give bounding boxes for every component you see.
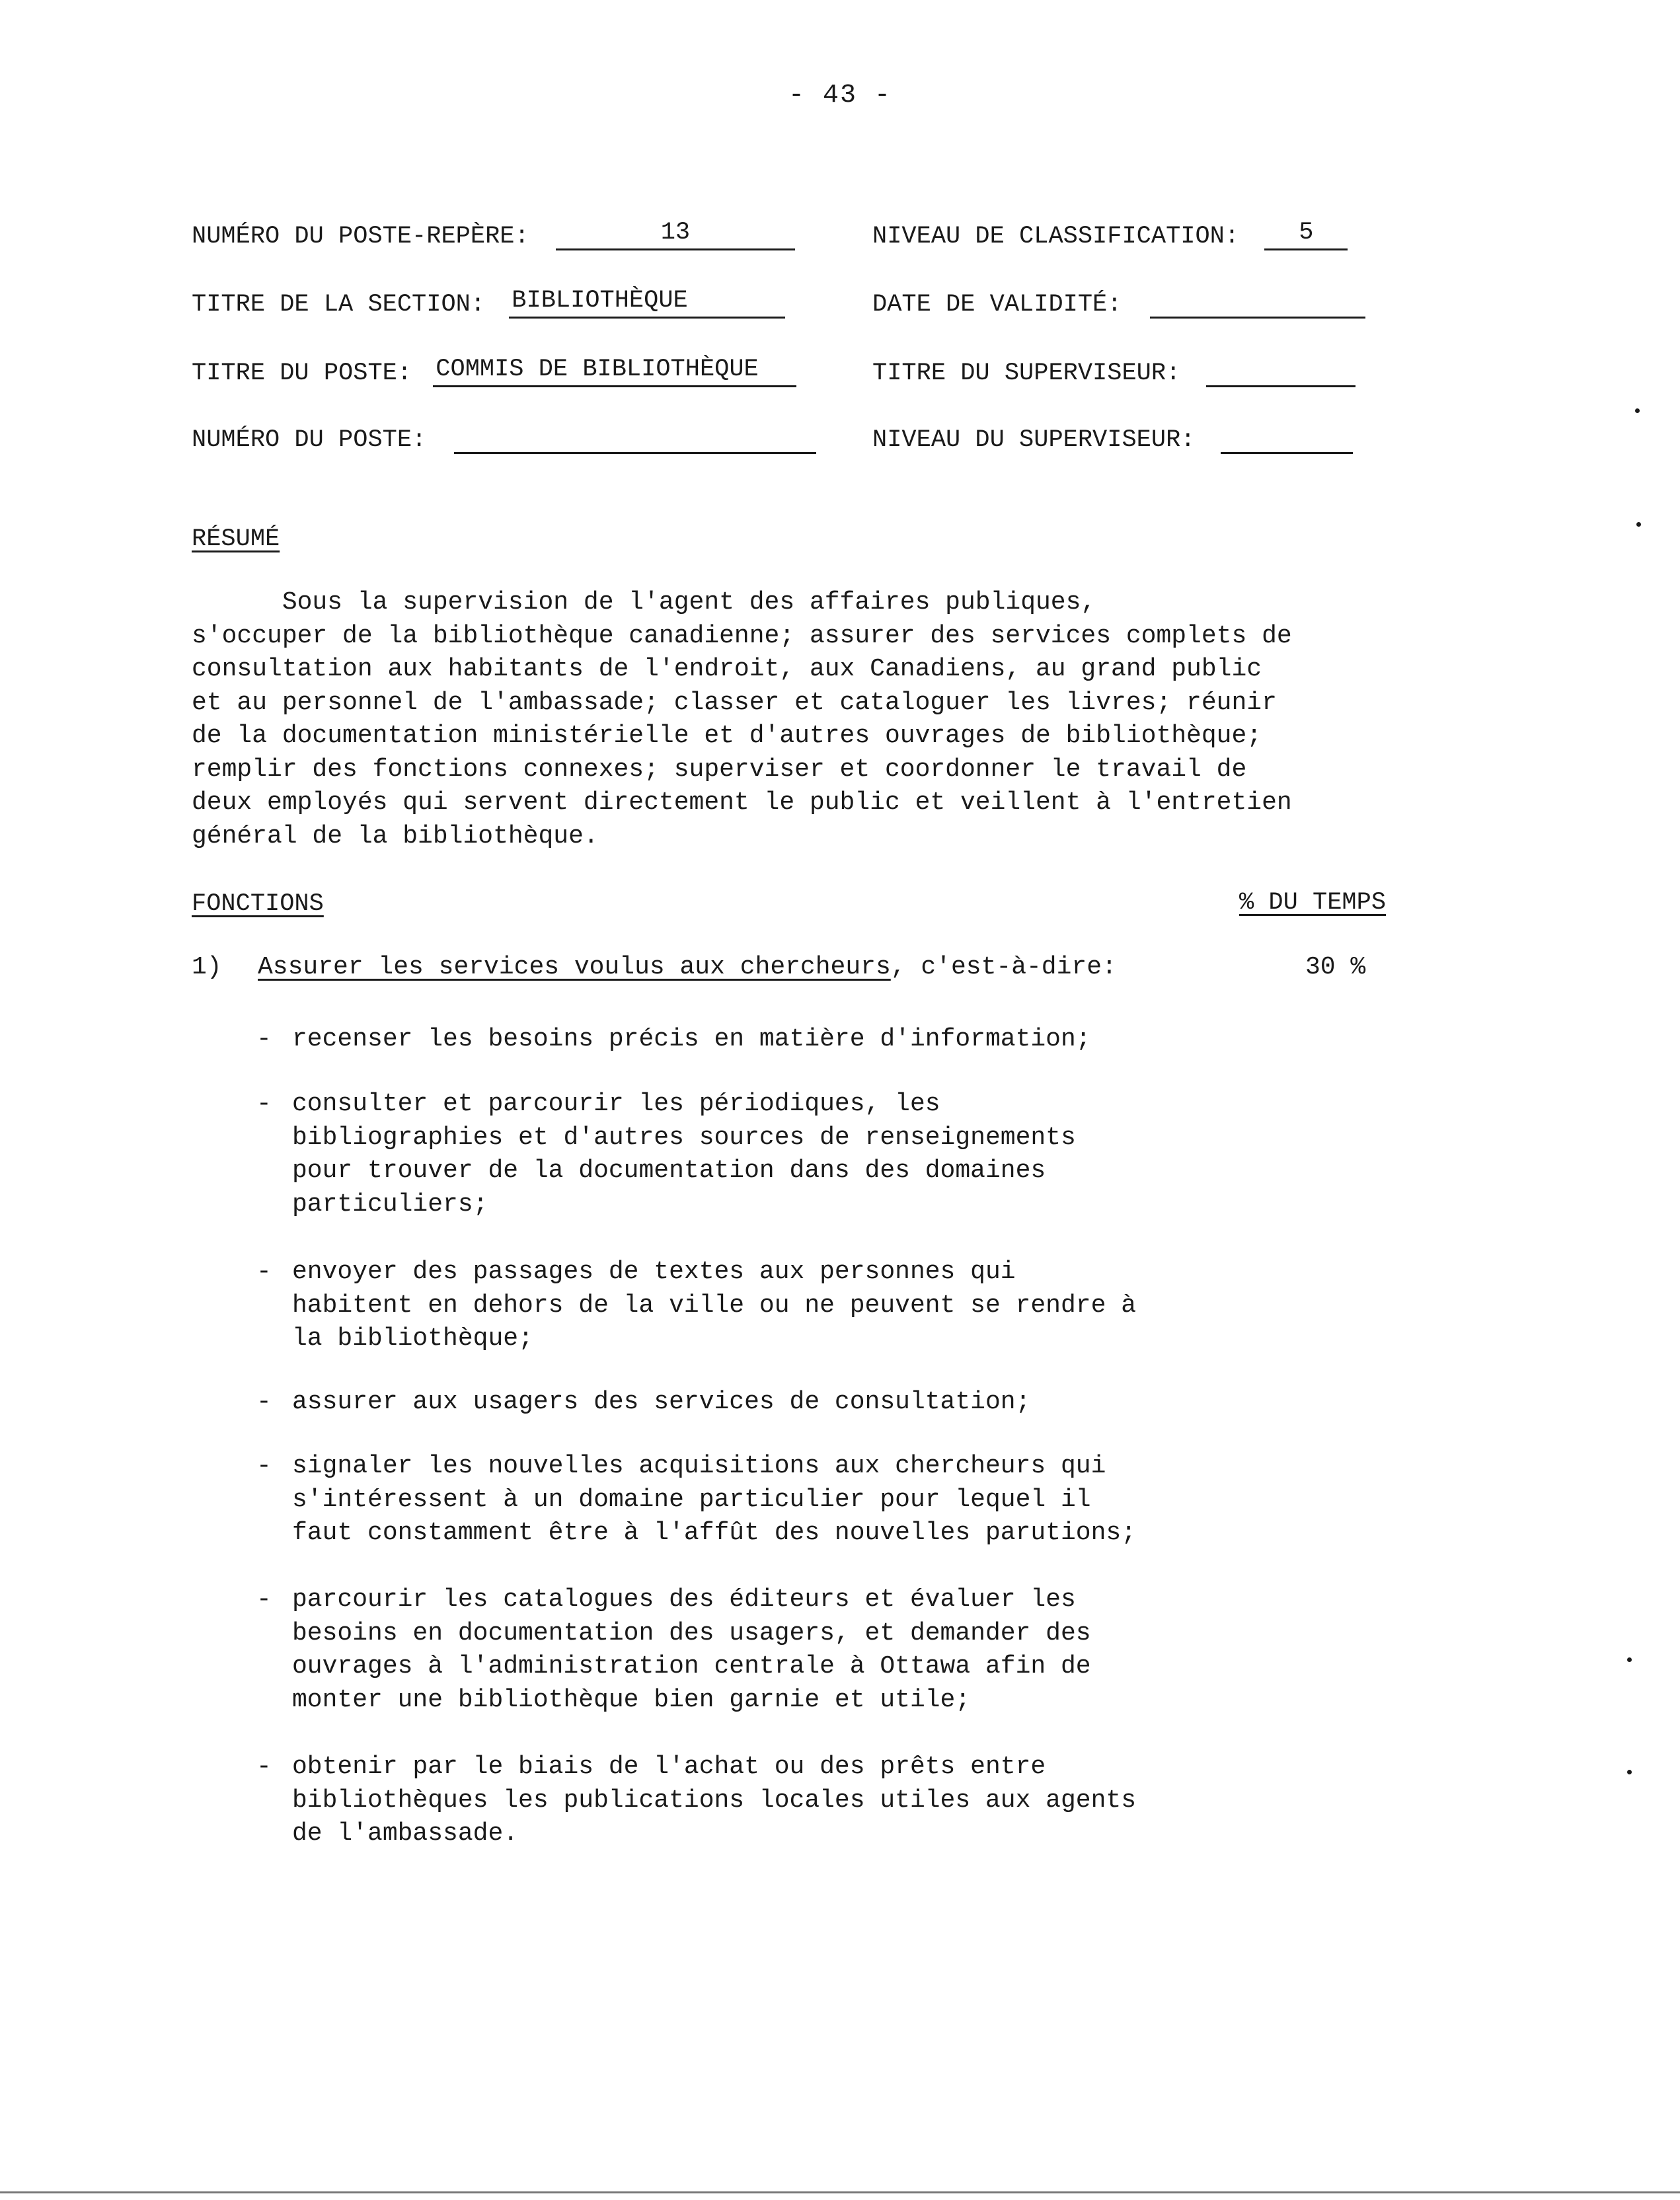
bullet-dash: -	[256, 1452, 272, 1480]
duty-item	[256, 1256, 1287, 1389]
duty-item	[256, 1088, 1287, 1221]
validity-date-field	[872, 286, 1365, 319]
duty-item-text: parcourir les catalogues des éditeurs et évaluer les besoins en documentation des usagers, et demander des ouvrages à l'administration centrale à Ottawa afin de monter une bibliothèque bien garnie et utile;	[292, 1585, 1091, 1714]
scan-speck	[1627, 1657, 1632, 1662]
duty-title	[258, 953, 1117, 981]
duty-item	[256, 1450, 1287, 1583]
duty-item-text: assurer aux usagers des services de consultation;	[292, 1388, 1031, 1416]
classification-level-label: NIVEAU DE CLASSIFICATION:	[872, 223, 1240, 250]
scan-edge-line	[0, 2191, 1680, 2193]
bullet-dash: -	[256, 1753, 272, 1781]
functions-heading: FONCTIONS	[192, 890, 324, 918]
scan-speck	[1635, 408, 1640, 413]
header-row-2	[192, 286, 1394, 326]
position-title-value: COMMIS DE BIBLIOTHÈQUE	[433, 355, 796, 387]
position-number-label: NUMÉRO DU POSTE:	[192, 426, 427, 454]
supervisor-title-field	[872, 355, 1355, 387]
section-title-field	[192, 286, 785, 319]
scan-speck	[1627, 1770, 1632, 1774]
header-row-1	[192, 218, 1394, 258]
reference-position-number-value: 13	[556, 218, 795, 250]
bullet-dash: -	[256, 1025, 272, 1053]
scan-speck	[1636, 522, 1641, 527]
position-title-field	[192, 355, 796, 387]
duty-item-text: obtenir par le biais de l'achat ou des prêts entre bibliothèques les publications locales utiles aux agents de l'ambassade.	[292, 1753, 1137, 1848]
duty-item-text: signaler les nouvelles acquisitions aux chercheurs qui s'intéressent à un domaine particulier pour lequel il faut constamment être à l'affût des nouvelles parutions;	[292, 1452, 1137, 1547]
section-title-label: TITRE DE LA SECTION:	[192, 291, 486, 319]
duty-title-suffix: , c'est-à-dire:	[890, 953, 1117, 981]
validity-date-value	[1150, 286, 1365, 319]
bullet-dash: -	[256, 1585, 272, 1614]
page-number: - 43 -	[788, 81, 892, 110]
bullet-dash: -	[256, 1090, 272, 1118]
classification-level-field	[872, 218, 1348, 250]
duty-title-underlined: Assurer les services voulus aux chercheurs	[258, 953, 891, 981]
duty-item	[256, 1583, 1287, 1717]
supervisor-level-label: NIVEAU DU SUPERVISEUR:	[872, 426, 1196, 454]
position-number-value	[454, 422, 816, 454]
duty-item	[256, 1751, 1287, 1884]
duty-item-text: envoyer des passages de textes aux personnes qui habitent en dehors de la ville ou ne peuvent se rendre à la bibliothèque;	[292, 1258, 1137, 1353]
section-title-value: BIBLIOTHÈQUE	[509, 286, 785, 319]
header-row-3	[192, 355, 1394, 395]
duty-item-text: consulter et parcourir les périodiques, les bibliographies et d'autres sources de renseignements pour trouver de la documentation dans des domaines particuliers;	[292, 1090, 1076, 1219]
time-percentage-heading: % DU TEMPS	[1239, 889, 1387, 917]
summary-text: Sous la supervision de l'agent des affaires publiques, s'occuper de la bibliothèque canadienne; assurer des services complets de consultation aux habitants de l'endroit, aux Canadiens, au grand public et au personnel de l'ambassade; classer et cataloguer les livres; réunir de la documentation ministérielle et d'autres ouvrages de bibliothèque; remplir des fonctions connexes; superviser et coordonner le travail de deux employés qui servent directement le public et veillent à l'entretien général de la bibliothèque.	[192, 588, 1292, 851]
supervisor-level-field	[872, 422, 1353, 454]
validity-date-label: DATE DE VALIDITÉ:	[872, 291, 1122, 319]
bullet-dash: -	[256, 1258, 272, 1286]
classification-level-value: 5	[1264, 218, 1348, 250]
summary-heading: RÉSUMÉ	[192, 525, 280, 553]
supervisor-title-value	[1206, 355, 1355, 387]
supervisor-level-value	[1221, 422, 1353, 454]
supervisor-title-label: TITRE DU SUPERVISEUR:	[872, 360, 1181, 387]
reference-position-number-label: NUMÉRO DU POSTE-REPÈRE:	[192, 223, 529, 250]
position-title-label: TITRE DU POSTE:	[192, 360, 412, 387]
header-row-4	[192, 422, 1394, 461]
duty-time-percent: 30 %	[1305, 953, 1366, 981]
bullet-dash: -	[256, 1388, 272, 1416]
reference-position-number-field	[192, 218, 795, 250]
duty-number: 1)	[192, 953, 222, 981]
position-number-field	[192, 422, 816, 454]
duty-item-text: recenser les besoins précis en matière d'information;	[292, 1025, 1091, 1053]
